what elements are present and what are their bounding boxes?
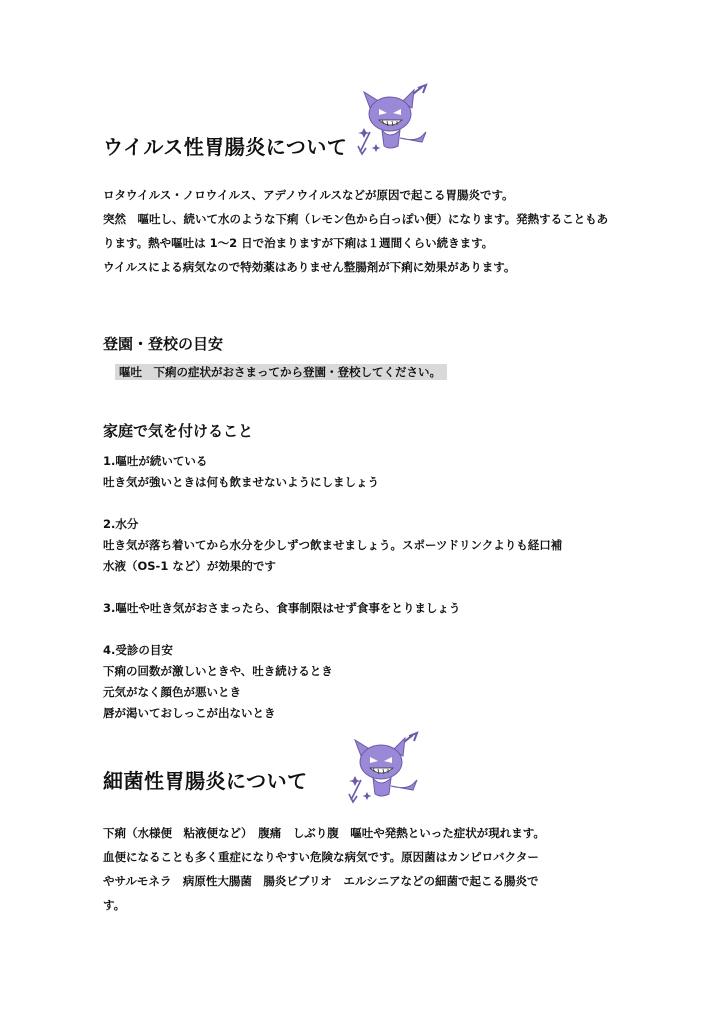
list-item-line: 吐き気が落ち着いてから水分を少しずつ飲ませましょう。スポーツドリンクよりも経口補 — [103, 538, 563, 552]
list-item-line: 元気がなく顔色が悪いとき — [103, 685, 241, 699]
bacteria-line: 下痢（水様便 粘液便など） 腹痛 しぶり腹 嘔吐や発熱といった症状が現れます。 — [103, 826, 545, 840]
virus-line: 突然 嘔吐し、続いて水のような下痢（レモン色から白っぽい便）になります。発熱することもあ — [103, 212, 609, 226]
virus-line: ります。熱や嘔吐は 1～2 日で治まりますが下痢は１週間くらい続きます。 — [103, 236, 494, 250]
attendance-note-text: 嘔吐 下痢の症状がおさまってから登園・登校してください。 — [115, 364, 447, 380]
bacteria-paragraph — [103, 821, 545, 917]
bacteria-section-title: 細菌性胃腸炎について — [103, 769, 308, 793]
devil-illustration-bottom — [349, 733, 417, 802]
devil-illustration-top — [358, 85, 426, 154]
bacteria-line: 血便になることも多く重症になりやすい危険な病気です。原因菌はカンピロバクター — [103, 850, 539, 864]
spacer — [103, 577, 562, 598]
devil-icon — [356, 82, 438, 160]
devil-icon — [347, 730, 429, 808]
attendance-note — [115, 360, 447, 384]
bacteria-line: す。 — [103, 898, 126, 912]
list-item-line: 下痢の回数が激しいときや、吐き続けるとき — [103, 664, 333, 678]
virus-section-title: ウイルス性胃腸炎について — [103, 135, 348, 159]
list-item-title: 2.水分 — [103, 517, 139, 531]
virus-paragraph — [103, 183, 608, 279]
list-item-line: 吐き気が強いときは何も飲ませないようにしましょう — [103, 475, 379, 489]
virus-line: ウイルスによる病気なので特効薬はありません整腸剤が下痢に効果があります。 — [103, 260, 516, 274]
list-item-line: 水液（OS-1 など）が効果的です — [103, 559, 276, 573]
virus-line: ロタウイルス・ノロウイルス、アデノウイルスなどが原因で起こる胃腸炎です。 — [103, 188, 514, 202]
home-care-heading: 家庭で気を付けること — [103, 422, 254, 440]
attendance-heading: 登園・登校の目安 — [103, 335, 224, 353]
spacer — [103, 493, 562, 514]
list-item-title: 3.嘔吐や吐き気がおさまったら、食事制限はせず食事をとりましょう — [103, 601, 461, 615]
list-item-title: 4.受診の目安 — [103, 643, 173, 657]
bacteria-line: やサルモネラ 病原性大腸菌 腸炎ビブリオ エルシニアなどの細菌で起こる腸炎で — [103, 874, 539, 888]
home-care-list — [103, 451, 562, 724]
list-item-title: 1.嘔吐が続いている — [103, 454, 208, 468]
spacer — [103, 619, 562, 640]
list-item-line: 唇が渇いておしっこが出ないとき — [103, 706, 276, 720]
